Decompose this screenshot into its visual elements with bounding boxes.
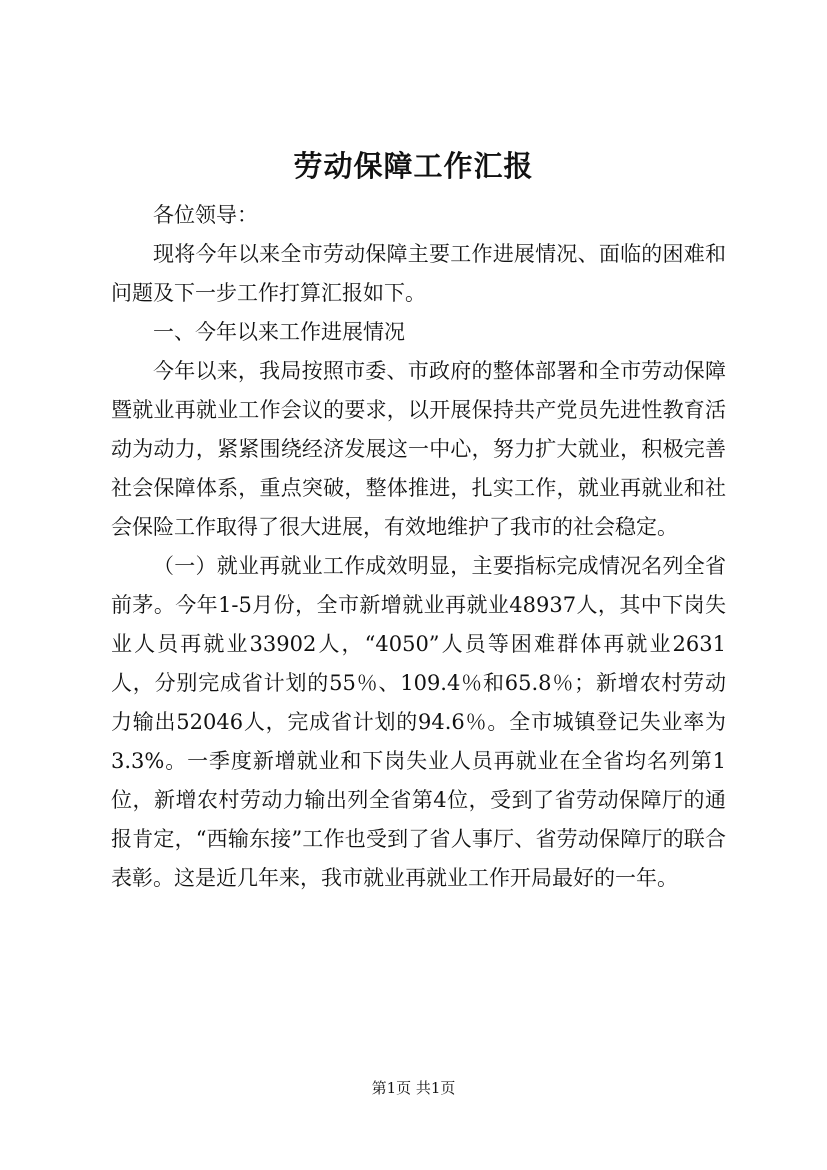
salutation: 各位领导： [153, 203, 258, 227]
page-footer: 第1页 共1页 [371, 1079, 456, 1097]
progress-paragraph: 今年以来，我局按照市委、市政府的整体部署和全市劳动保障暨就业再就业工作会议的要求，以开展保持共产党员先进性教育活动为动力，紧紧围绕经济发展这一中心，努力扩大就业，积极完善社会保障体系，重点突破，整体推进，扎实工作，就业再就业和社会保险工作取得了很大进展，有效地维护了我市的社会稳定。 [111, 359, 726, 539]
document-title: 劳动保障工作汇报 [293, 149, 534, 183]
document-body [111, 196, 726, 898]
intro-paragraph: 现将今年以来全市劳动保障主要工作进展情况、面临的困难和问题及下一步工作打算汇报如下。 [111, 242, 726, 305]
section-heading: 一、今年以来工作进展情况 [153, 320, 405, 344]
employment-paragraph: （一）就业再就业工作成效明显，主要指标完成情况名列全省前茅。今年1-5月份，全市新增就业再就业48937人，其中下岗失业人员再就业33902人，“4050”人员等困难群体再就业2631人，分别完成省计划的55％、109.4％和65.8％；新增农村劳动力输出52046人，完成省计划的94.6％。全市城镇登记失业率为3.3%。一季度新增就业和下岗失业人员再就业在全省均名列第1位，新增农村劳动力输出列全省第4位，受到了省劳动保障厅的通报肯定，“西输东接”工作也受到了省人事厅、省劳动保障厅的联合表彰。这是近几年来，我市就业再就业工作开局最好的一年。 [111, 554, 726, 890]
